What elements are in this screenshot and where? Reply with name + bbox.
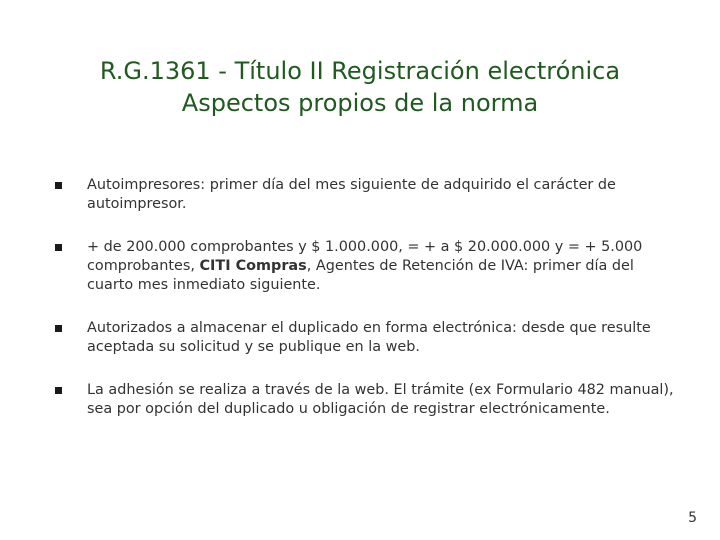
square-bullet-icon — [55, 325, 62, 332]
bullet-bold-term: CITI Compras — [199, 258, 307, 274]
bullet-text: Autorizados a almacenar el duplicado en forma electrónica: desde que resulte aceptada su solicitud y se publique en la web. — [87, 320, 651, 355]
slide-title-line-2: Aspectos propios de la norma — [181, 89, 539, 117]
bullet-text-after: , Agentes de Retención de IVA: primer día del cuarto mes inmediato siguiente. — [87, 258, 634, 293]
square-bullet-icon — [55, 387, 62, 394]
bullet-item-autoimpresores — [55, 176, 680, 214]
bullet-text: La adhesión se realiza a través de la web. El trámite (ex Formulario 482 manual), sea por opción del duplicado u obligación de registrar electrónicamente. — [87, 382, 674, 417]
bullet-item-autorizados — [55, 319, 680, 357]
bullet-text-before: + de 200.000 comprobantes y $ 1.000.000, = + a $ 20.000.000 y = + 5.000 comprobantes, — [87, 239, 643, 274]
slide-title-line-1: R.G.1361 - Título II Registración electrónica — [99, 57, 621, 85]
bullet-item-adhesion — [55, 381, 680, 419]
square-bullet-icon — [55, 182, 62, 189]
square-bullet-icon — [55, 244, 62, 251]
bullet-list — [55, 176, 680, 419]
bullet-item-comprobantes — [55, 238, 680, 295]
bullet-text: Autoimpresores: primer día del mes siguiente de adquirido el carácter de autoimpresor. — [87, 177, 616, 212]
page-number: 5 — [688, 510, 697, 526]
slide-title — [40, 55, 680, 119]
